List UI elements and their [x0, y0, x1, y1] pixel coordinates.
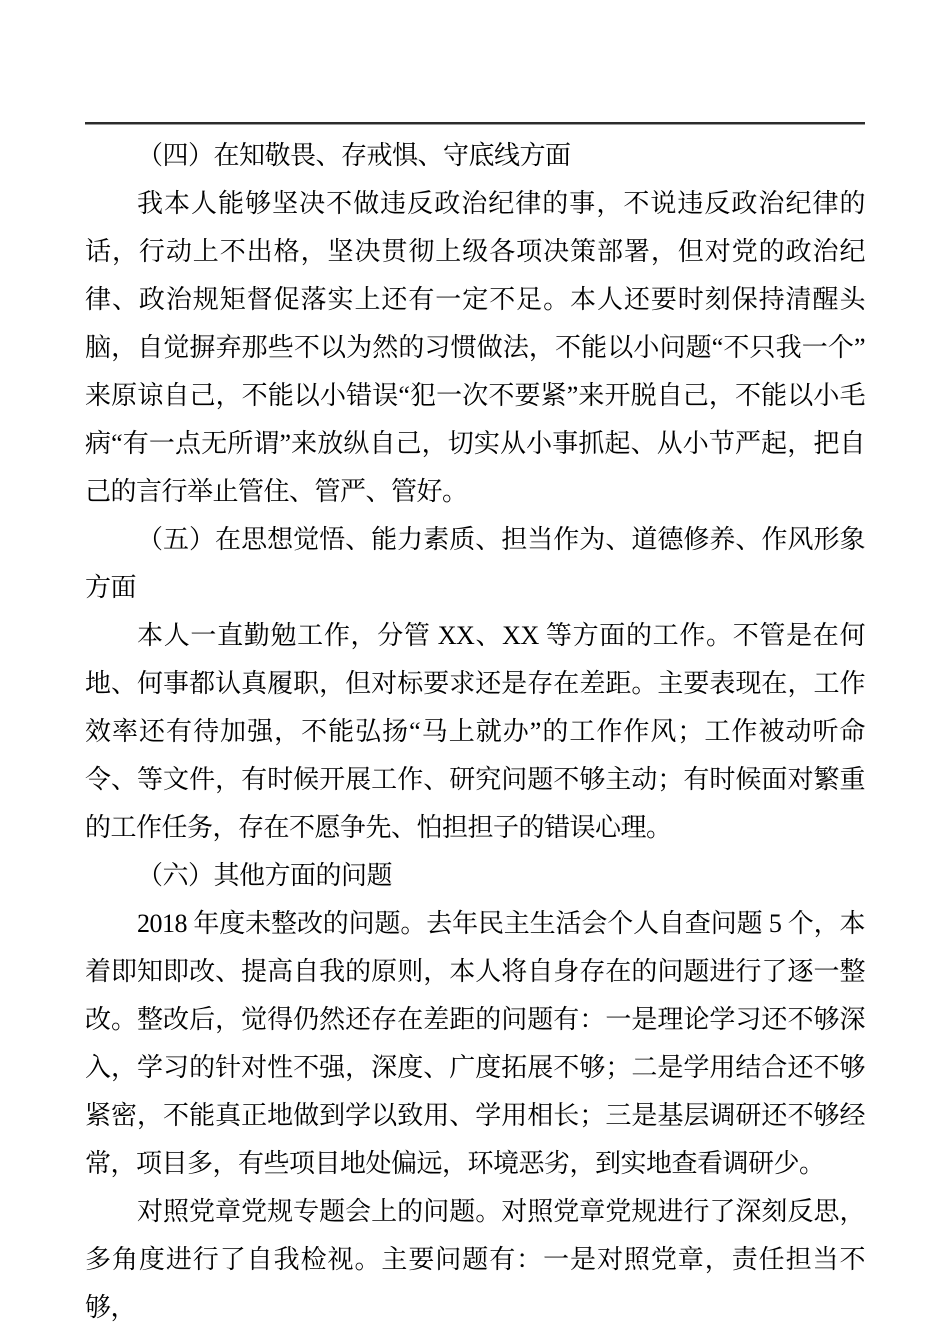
header-rule — [85, 122, 865, 125]
section-heading: （四）在知敬畏、存戒惧、守底线方面 — [137, 141, 571, 170]
body-paragraph: 我本人能够坚决不做违反政治纪律的事，不说违反政治纪律的话，行动上不出格，坚决贯彻上级各项决策部署，但对党的政治纪律、政治规矩督促落实上还有一定不足。本人还要时刻保持清醒头脑，自觉摒弃那些不以为然的习惯做法，不能以小问题“不只我一个”来原谅自己，不能以小错误“犯一次不要紧”来开脱自己，不能以小毛病“有一点无所谓”来放纵自己，切实从小事抓起、从小节严起，把自己的言行举止管住、管严、管好。 — [85, 189, 865, 506]
body-paragraph: 对照党章党规专题会上的问题。对照党章党规进行了深刻反思，多角度进行了自我检视。主要问题有：一是对照党章，责任担当不够， — [85, 1197, 865, 1322]
body-paragraph: 2018 年度未整改的问题。去年民主生活会个人自查问题 5 个，本着即知即改、提高自我的原则，本人将自身存在的问题进行了逐一整改。整改后，觉得仍然还存在差距的问题有：一是理论学习还不够深入，学习的针对性不强，深度、广度拓展不够；二是学用结合还不够紧密，不能真正地做到学以致用、学用相长；三是基层调研还不够经常，项目多，有些项目地处偏远，环境恶劣，到实地查看调研少。 — [85, 909, 865, 1178]
section-heading: （五）在思想觉悟、能力素质、担当作为、道德修养、作风形象方面 — [85, 525, 865, 602]
body-paragraph: 本人一直勤勉工作，分管 XX、XX 等方面的工作。不管是在何地、何事都认真履职，但对标要求还是存在差距。主要表现在，工作效率还有待加强，不能弘扬“马上就办”的工作作风；工作被动听命令、等文件，有时候开展工作、研究问题不够主动；有时候面对繁重的工作任务，存在不愿争先、怕担担子的错误心理。 — [85, 621, 865, 842]
document-content — [85, 132, 865, 1332]
section-heading: （六）其他方面的问题 — [137, 861, 393, 890]
